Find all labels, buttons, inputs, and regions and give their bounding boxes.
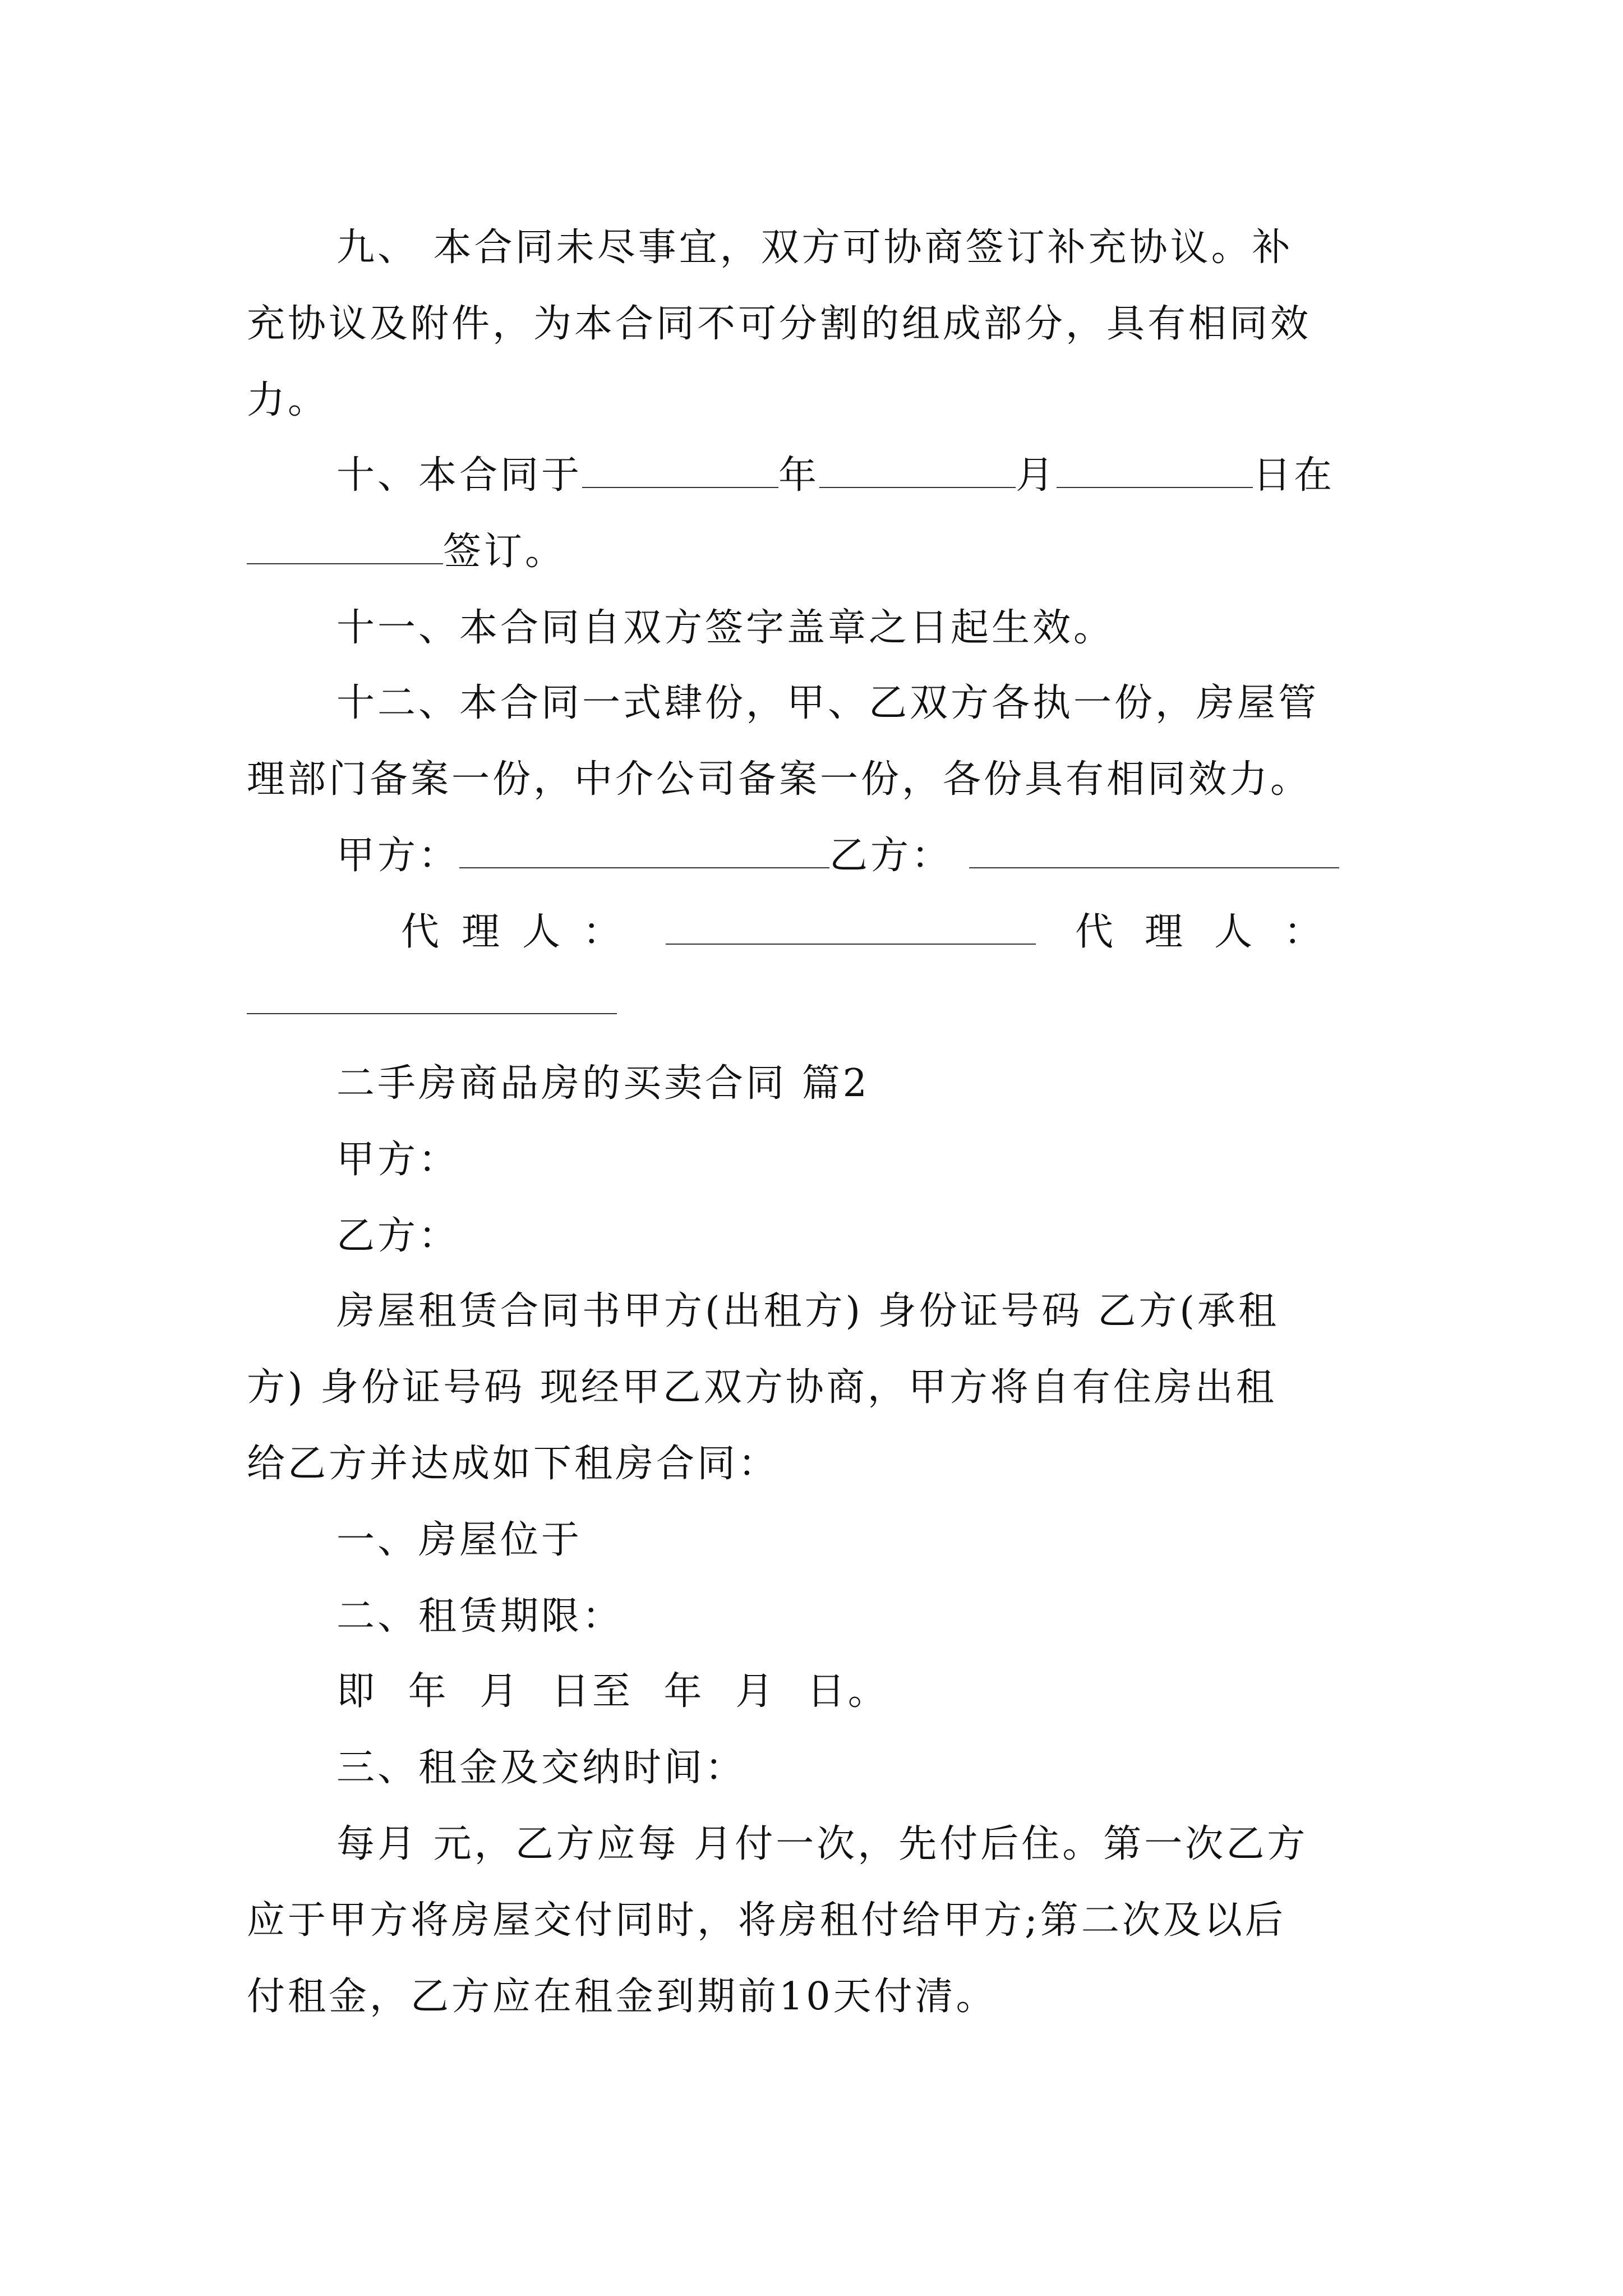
party-b-signature-blank (969, 835, 1339, 868)
agent-a-label: 代理人： (401, 910, 644, 954)
item-1-location: 一、房屋位于 (336, 1518, 583, 1562)
section-2-title: 二手房商品房的买卖合同 篇2 (336, 1061, 870, 1106)
month-blank (819, 454, 1016, 488)
clause-9-line-1: 九、 本合同未尽事宜，双方可协商签订补充协议。补 (336, 226, 1293, 270)
place-blank (247, 531, 443, 564)
clause-10-line-1 (336, 453, 1481, 498)
clause-12-line-2: 理部门备案一份，中介公司备案一份，各份具有相同效力。 (247, 757, 1312, 802)
party-a-label: 甲方： (336, 1138, 460, 1182)
clause-10-prefix: 十、本合同于 (336, 453, 583, 498)
clause-9-line-2: 充协议及附件，为本合同不可分割的组成部分，具有相同效 (247, 302, 1312, 346)
day-blank (1057, 454, 1253, 488)
party-a-sign-label: 甲方： (336, 834, 460, 878)
day-at-label: 日在 (1253, 453, 1335, 498)
rent-line-3: 付租金，乙方应在租金到期前10天付清。 (247, 1975, 997, 2019)
month-label: 月 (1016, 453, 1057, 498)
agent-a-signature-blank (666, 911, 1036, 945)
signed-label: 签订。 (443, 530, 566, 574)
intro-line-1: 房屋租赁合同书甲方(出租方) 身份证号码 乙方(承租 (336, 1289, 1279, 1333)
rent-line-1: 每月 元，乙方应每 月付一次，先付后住。第一次乙方 (336, 1822, 1308, 1866)
agent-b-signature-blank (247, 981, 617, 1014)
agent-b-blank-line (247, 979, 1391, 1024)
clause-9-line-3: 力。 (247, 378, 329, 422)
signature-parties-line (336, 834, 1481, 878)
intro-line-3: 给乙方并达成如下租房合同： (247, 1442, 780, 1486)
clause-12-line-1: 十二、本合同一式肆份，甲、乙双方各执一份，房屋管 (336, 681, 1320, 725)
item-3-rent: 三、租金及交纳时间： (336, 1746, 746, 1790)
rent-line-2: 应于甲方将房屋交付同时，将房租付给甲方;第二次及以后 (247, 1898, 1286, 1943)
party-a-signature-blank (459, 835, 829, 868)
agent-b-label: 代理人： (1075, 910, 1354, 954)
signature-agents-line (401, 910, 1545, 955)
year-label: 年 (778, 453, 820, 498)
clause-10-line-2 (247, 530, 1391, 574)
year-blank (582, 454, 778, 488)
party-b-sign-label: 乙方： (829, 834, 953, 878)
party-b-label: 乙方： (336, 1214, 460, 1258)
item-2-term: 二、租赁期限： (336, 1594, 624, 1639)
intro-line-2: 方) 身份证号码 现经甲乙双方协商，甲方将自有住房出租 (247, 1365, 1277, 1410)
lease-period: 即 年 月 日至 年 月 日。 (336, 1669, 889, 1714)
clause-11: 十一、本合同自双方签字盖章之日起生效。 (336, 606, 1115, 650)
